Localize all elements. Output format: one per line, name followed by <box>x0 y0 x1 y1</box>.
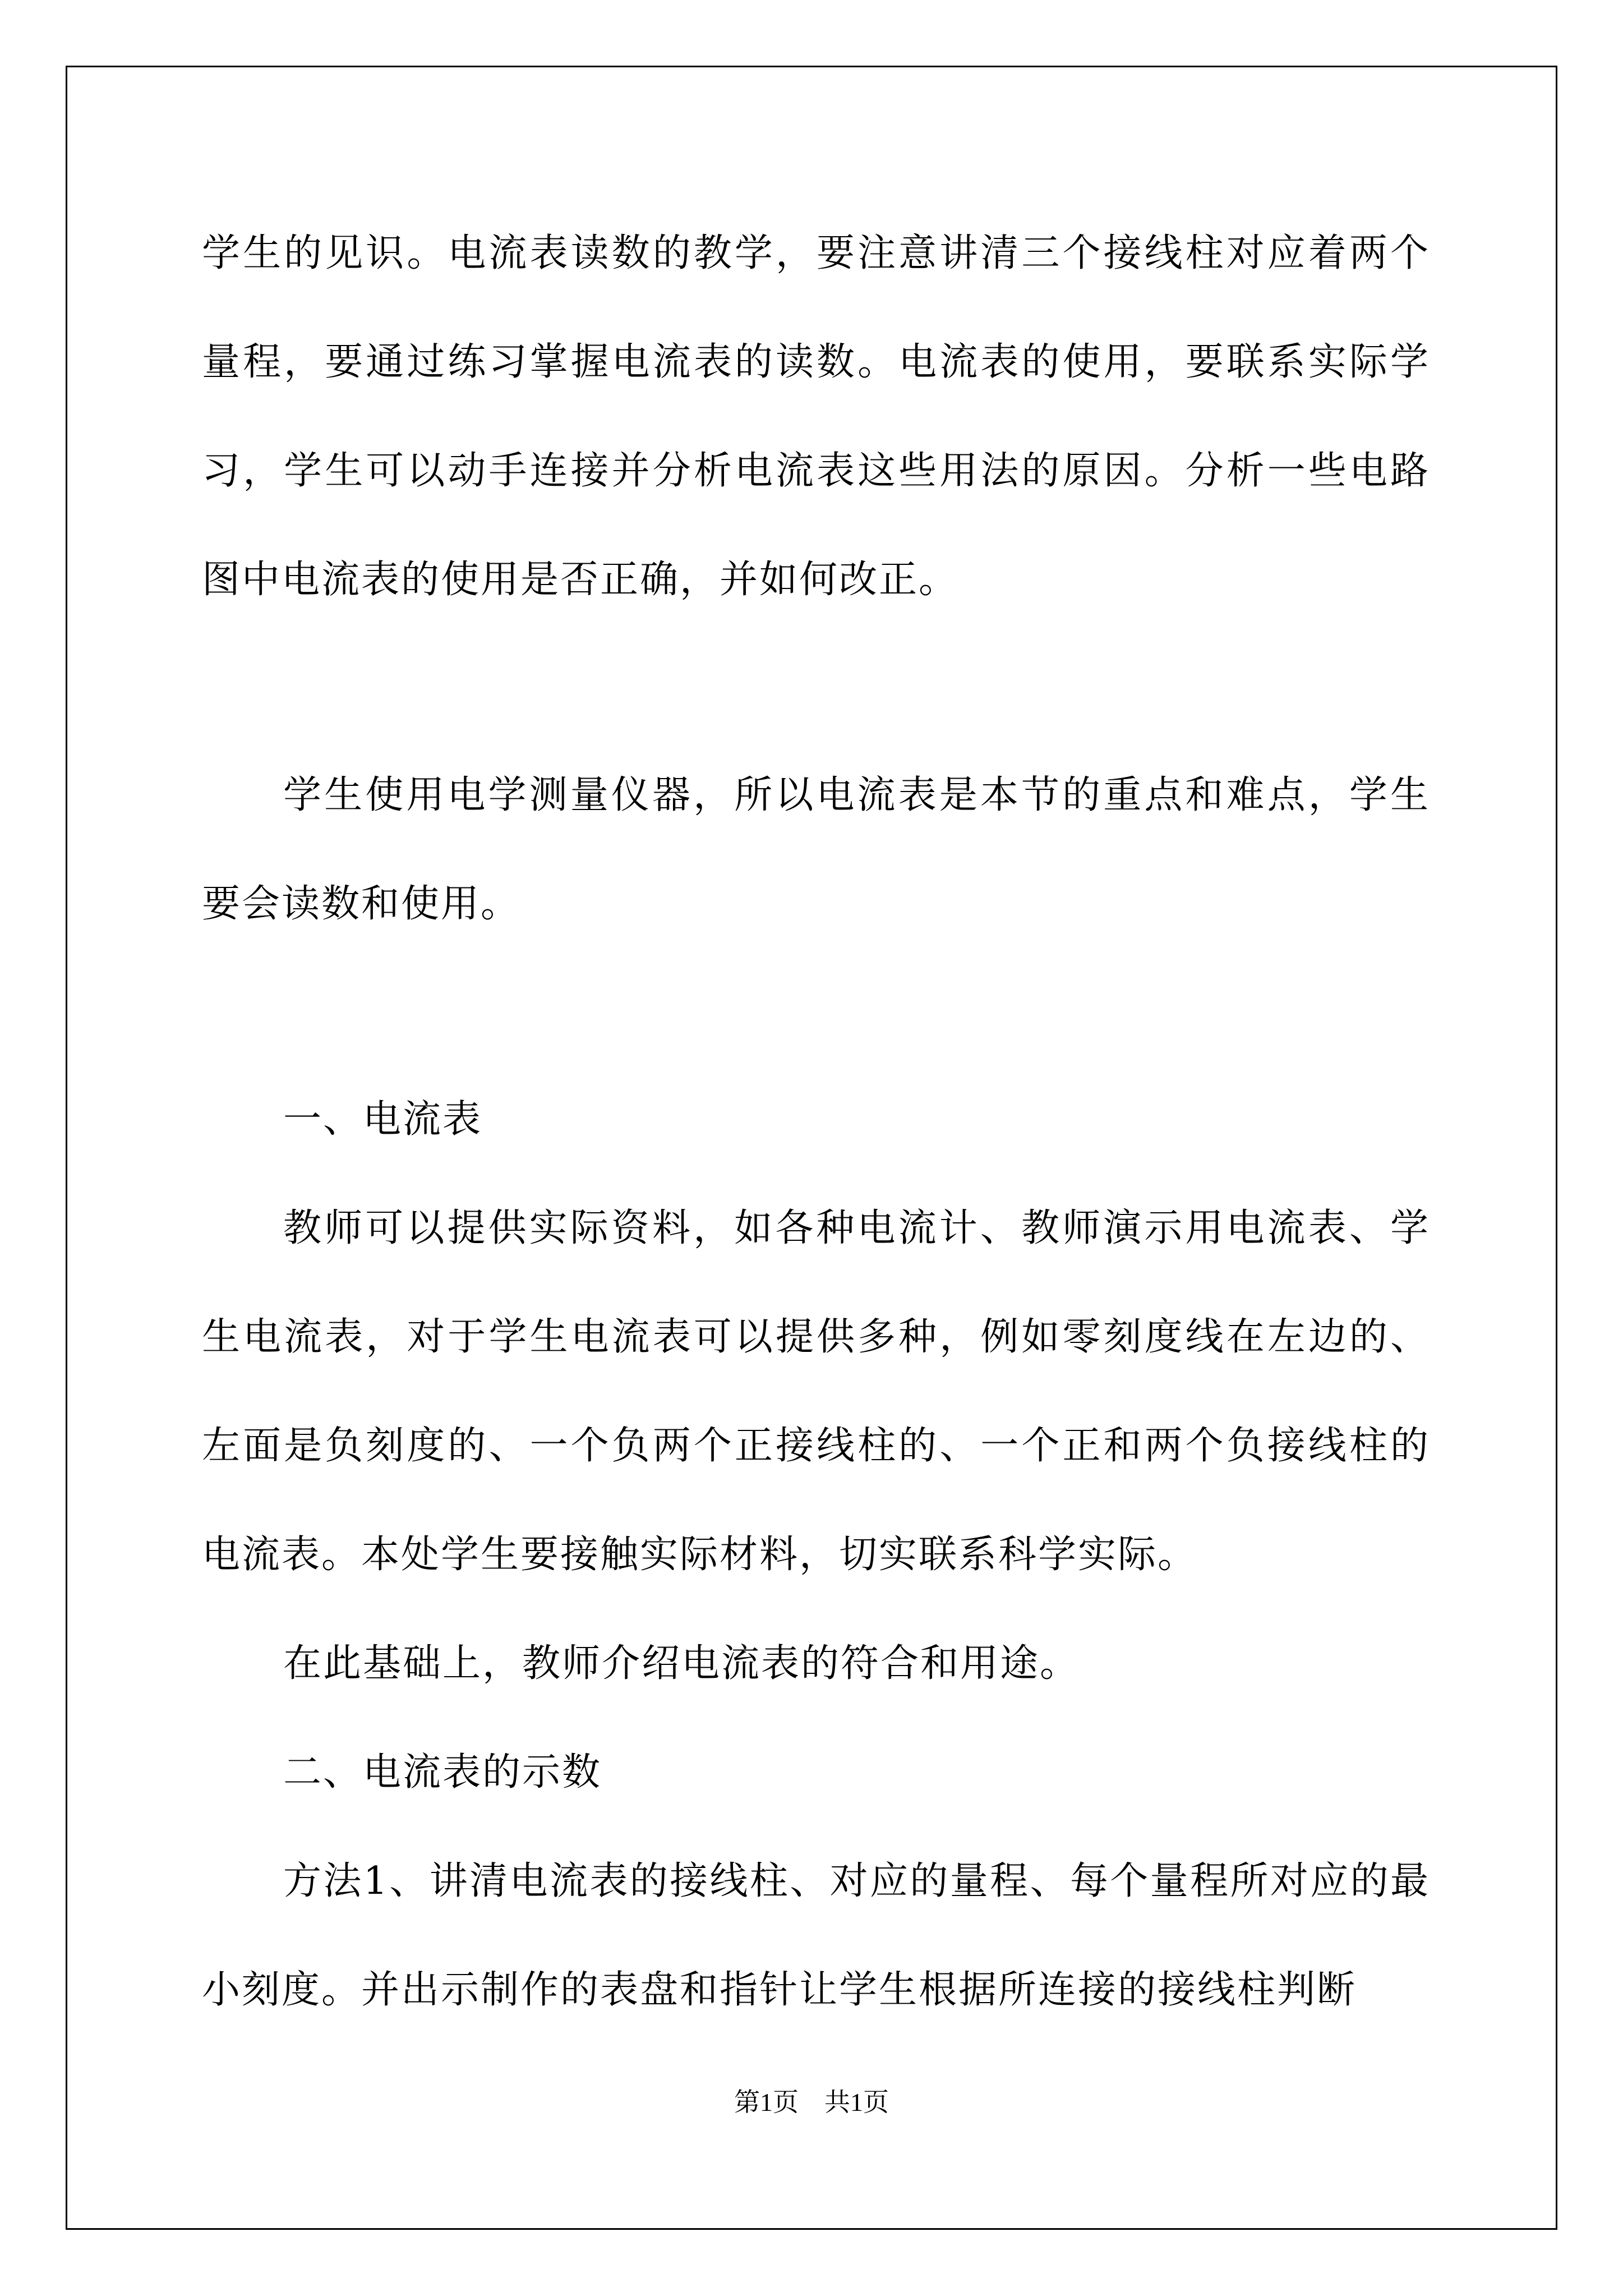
paragraph-teaching-materials: 教师可以提供实际资料，如各种电流计、教师演示用电流表、学生电流表，对于学生电流表可以提供多种，例如零刻度线在左边的、左面是负刻度的、一个负两个正接线柱的、一个正和两个负接线柱的电流表。本处学生要接触实际材料，切实联系科学实际。 <box>202 1206 1430 1577</box>
page-footer: 第1页 共1页 <box>734 2088 889 2116</box>
paragraph-continuation: 学生的见识。电流表读数的教学，要注意讲清三个接线柱对应着两个量程，要通过练习掌握电流表的读数。电流表的使用，要联系实际学习，学生可以动手连接并分析电流表这些用法的原因。分析一些电路图中电流表的使用是否正确，并如何改正。 <box>202 231 1430 602</box>
paragraph-gap <box>202 959 1430 1065</box>
paragraph-symbol-usage: 在此基础上，教师介绍电流表的符合和用途。 <box>283 1641 1080 1686</box>
section-heading-reading: 二、电流表的示数 <box>283 1750 602 1795</box>
paragraph-gap <box>202 634 1430 741</box>
paragraph-method-1: 方法1、讲清电流表的接线柱、对应的量程、每个量程所对应的最小刻度。并出示制作的表盘和指针让学生根据所连接的接线柱判断 <box>202 1859 1430 2012</box>
document-body <box>202 199 1430 2045</box>
paragraph-key-point: 学生使用电学测量仪器，所以电流表是本节的重点和难点，学生要会读数和使用。 <box>202 773 1430 926</box>
section-heading-ammeter: 一、电流表 <box>283 1097 483 1142</box>
